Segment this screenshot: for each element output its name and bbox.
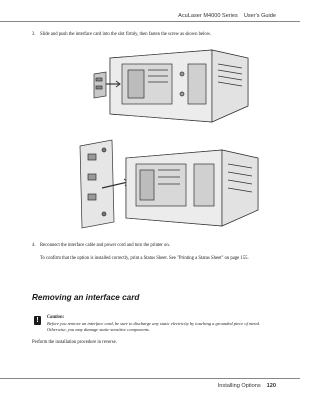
header-product: AcuLaser M4000 Series: [178, 13, 238, 19]
illustration-insert-card: [92, 44, 252, 129]
step-3-text: Slide and push the interface card into the slot firmly, then fasten the screw as shown below.: [40, 32, 211, 37]
step-4-text: Reconnect the interface cable and power cord and turn the printer on.: [40, 243, 170, 248]
step-4: [32, 243, 272, 249]
caution-body: Before you remove an interface card, be sure to discharge any static electricity by touching a grounded piece of metal. Otherwise, you may damage static-sensitive components.: [47, 321, 261, 332]
header-rule: [0, 21, 300, 22]
page-footer: [218, 383, 276, 389]
page-header: [178, 13, 276, 19]
step-3: [32, 32, 272, 38]
section-title: Removing an interface card: [32, 293, 140, 302]
step-4-number: 4.: [32, 243, 36, 248]
footer-rule: [0, 378, 300, 379]
confirm-paragraph: To confirm that the option is installed correctly, print a Status Sheet. See "Printing a Status Sheet" on page 155.: [40, 256, 249, 261]
procedure-paragraph: Perform the installation procedure in reverse.: [32, 340, 117, 345]
illustration-fasten-screw: [72, 130, 262, 240]
footer-chapter: Installing Options: [217, 383, 261, 389]
page-number: 120: [266, 383, 276, 389]
caution-title: Caution:: [47, 315, 65, 320]
header-guide: User's Guide: [243, 13, 276, 19]
caution-icon: [34, 316, 41, 325]
step-3-number: 3.: [32, 32, 36, 37]
